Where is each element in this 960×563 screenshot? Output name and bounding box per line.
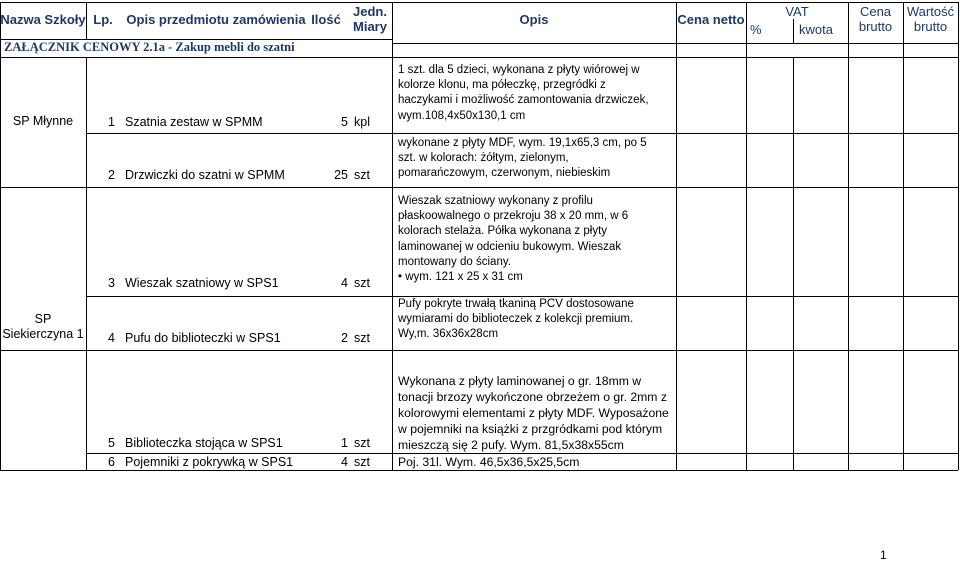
header-subject: Opis przedmiotu zamówienia bbox=[126, 12, 306, 27]
row-lp: 6 bbox=[108, 455, 115, 469]
header-gross-price bbox=[848, 4, 903, 34]
row-lp: 3 bbox=[108, 276, 115, 290]
header-vat: VAT bbox=[785, 4, 809, 19]
desc-line: Wieszak szatniowy wykonany z profilu bbox=[398, 195, 593, 207]
row-name: Pojemniki z pokrywką w SPS1 bbox=[125, 455, 294, 469]
header-lp: Lp. bbox=[93, 12, 113, 27]
header-school: Nazwa Szkoły bbox=[0, 12, 86, 27]
row-desc bbox=[398, 136, 647, 182]
row-unit: szt bbox=[354, 276, 370, 290]
desc-line: • wym. 121 x 25 x 31 cm bbox=[398, 271, 523, 284]
desc-line: kolorze klonu, ma półeczkę, przegródki z bbox=[398, 79, 606, 92]
header-gross-value bbox=[903, 4, 958, 34]
row-desc bbox=[398, 373, 669, 453]
row-name: Drzwiczki do szatni w SPMM bbox=[125, 168, 285, 182]
header-gross-value-line1: Wartość bbox=[906, 4, 955, 19]
desc-line: Pufy pokryte trwałą tkaniną PCV dostosowane bbox=[398, 298, 634, 310]
desc-line: Wykonana z płyty laminowanej o gr. 18mm w bbox=[398, 374, 642, 388]
header-gross-value-line2: brutto bbox=[913, 19, 948, 34]
row-desc bbox=[398, 194, 628, 285]
school-name-sp-siekierczyna bbox=[0, 312, 86, 342]
desc-line: wykonane z płyty MDF, wym. 19,1x65,3 cm, po 5 bbox=[398, 137, 647, 149]
desc-line: tonacji brzozy wykończone obrzeżem o gr. 2mm z bbox=[398, 390, 667, 404]
desc-line: szt. w kolorach: żółtym, zielonym, bbox=[398, 152, 569, 165]
row-name: Wieszak szatniowy w SPS1 bbox=[125, 276, 279, 290]
row-qty: 25 bbox=[334, 168, 348, 182]
row-unit: kpl bbox=[354, 115, 370, 129]
desc-line: w pojemniki na książki z przgródkami pod którym bbox=[398, 422, 663, 436]
school-name-line1: SP bbox=[34, 312, 52, 326]
desc-line: montowany do ściany. bbox=[398, 255, 511, 268]
row-unit: szt bbox=[354, 331, 370, 345]
header-unit-line2: Miary bbox=[353, 19, 387, 34]
header-gross-price-line1: Cena bbox=[859, 4, 892, 19]
row-name: Biblioteczka stojąca w SPS1 bbox=[125, 436, 283, 450]
row-lp: 4 bbox=[108, 331, 115, 345]
header-gross-price-line2: brutto bbox=[858, 19, 893, 34]
attachment-title: ZAŁĄCZNIK CENOWY 2.1a - Zakup mebli do szatni bbox=[4, 40, 295, 54]
desc-line: wymiarami do biblioteczek z kolekcji premium. bbox=[398, 313, 634, 326]
header-qty: Ilość bbox=[311, 12, 341, 27]
row-qty: 4 bbox=[341, 276, 348, 290]
desc-line: kolorowymi elementami z płyty MDF. Wyposażone bbox=[398, 406, 669, 420]
row-qty: 1 bbox=[341, 436, 348, 450]
header-vat-pct: % bbox=[750, 22, 762, 37]
row-qty: 5 bbox=[341, 115, 348, 129]
header-net: Cena netto bbox=[677, 12, 745, 27]
row-unit: szt bbox=[354, 455, 370, 469]
row-lp: 2 bbox=[108, 168, 115, 182]
desc-line: 1 szt. dla 5 dzieci, wykonana z płyty wiórowej w bbox=[398, 64, 640, 76]
header-desc: Opis bbox=[519, 12, 549, 27]
row-qty: 2 bbox=[341, 331, 348, 345]
row-lp: 5 bbox=[108, 436, 115, 450]
row-name: Pufu do biblioteczki w SPS1 bbox=[125, 331, 281, 345]
row-lp: 1 bbox=[108, 115, 115, 129]
row-unit: szt bbox=[354, 436, 370, 450]
desc-line: Wy,m. 36x36x28cm bbox=[398, 328, 499, 341]
row-desc bbox=[398, 63, 649, 124]
row-name: Szatnia zestaw w SPMM bbox=[125, 115, 263, 129]
desc-line: płaskoowalnego o przekroju 38 x 20 mm, w 6 bbox=[398, 210, 629, 223]
header-vat-amount: kwota bbox=[799, 22, 833, 37]
row-qty: 4 bbox=[341, 455, 348, 469]
desc-line: mieszczą się 2 pufy. Wym. 81,5x38x55cm bbox=[398, 438, 624, 452]
header-unit bbox=[348, 4, 392, 34]
desc-line: pomarańczowym, czerwonym, niebieskim bbox=[398, 167, 611, 180]
header-unit-line1: Jedn. bbox=[353, 4, 387, 19]
desc-line: laminowanej w odcieniu bukowym. Wieszak bbox=[398, 240, 622, 253]
row-desc bbox=[398, 455, 579, 470]
school-name-line2: Siekierczyna 1 bbox=[2, 327, 84, 341]
page-number: 1 bbox=[880, 548, 887, 562]
school-name-sp-mlynne: SP Młynne bbox=[12, 114, 74, 128]
row-desc bbox=[398, 297, 634, 343]
desc-line: wym.108,4x50x130,1 cm bbox=[398, 109, 526, 122]
row-unit: szt bbox=[354, 168, 370, 182]
desc-line: haczykami i możliwość zamontowania drzwiczek, bbox=[398, 94, 649, 107]
desc-line: Poj. 31l. Wym. 46,5x36,5x25,5cm bbox=[398, 455, 580, 469]
desc-line: kolorach stelaża. Półka wykonana z płyty bbox=[398, 225, 608, 238]
